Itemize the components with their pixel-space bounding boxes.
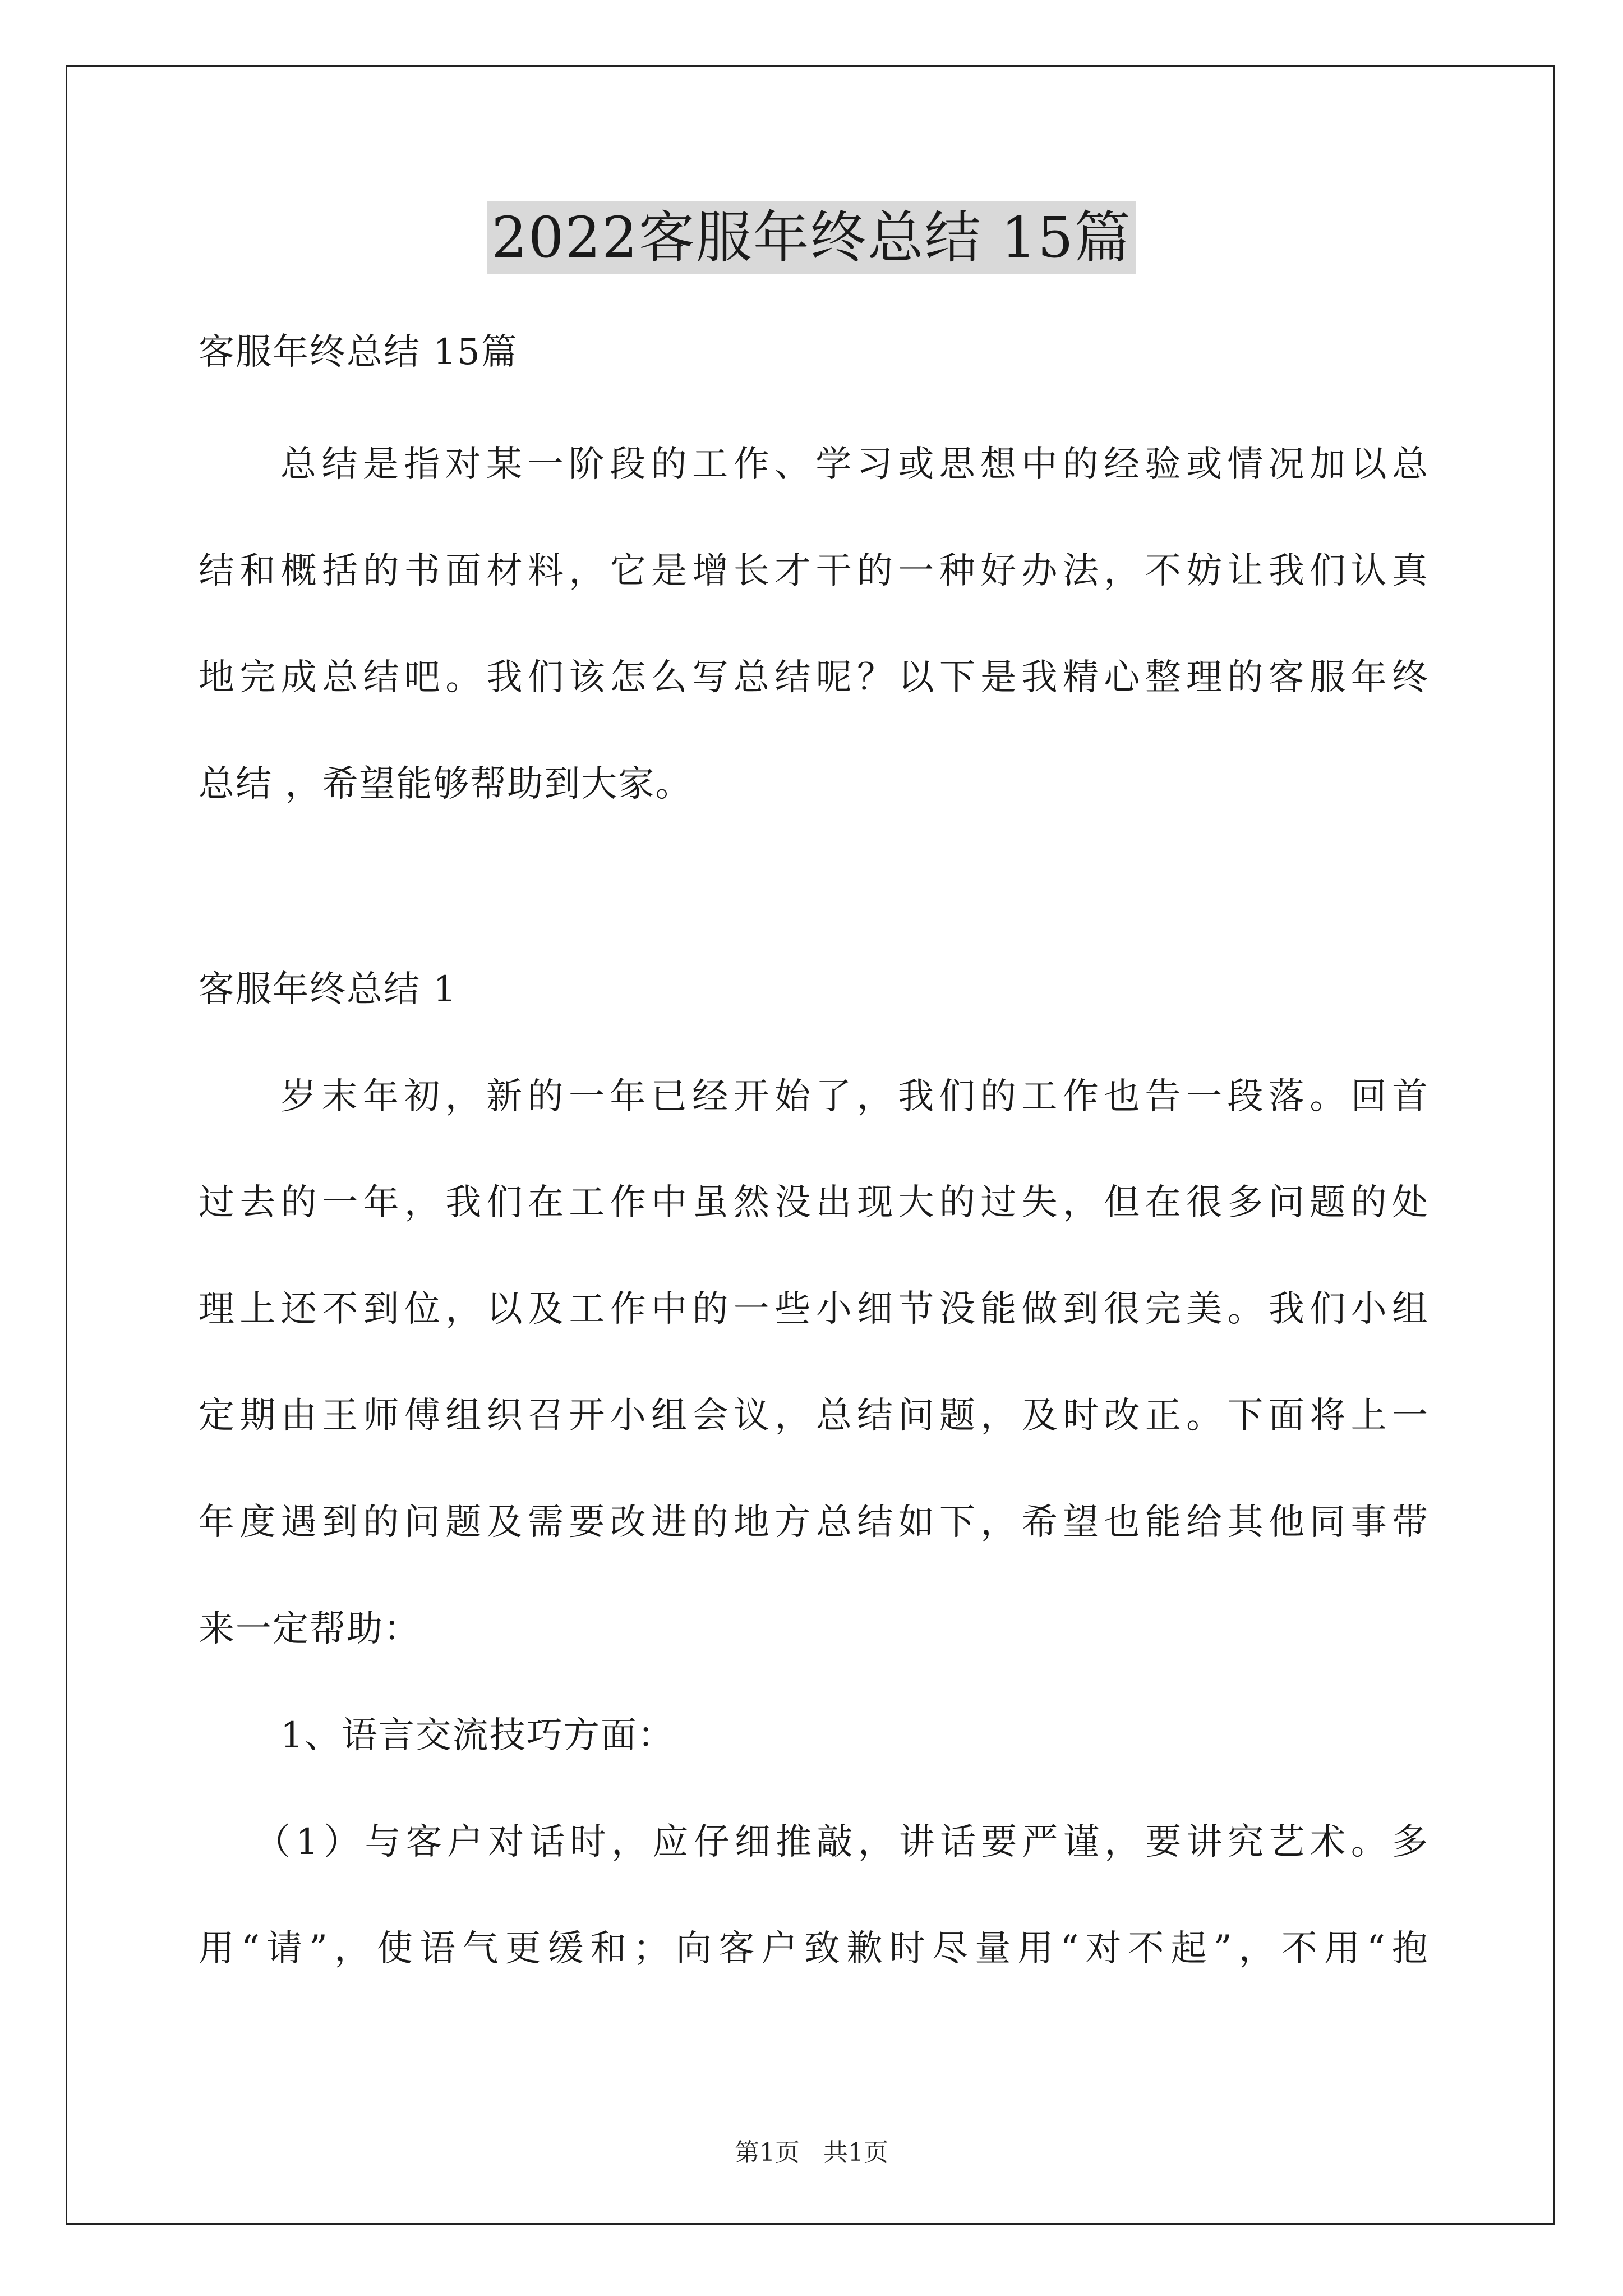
section-line: 理上还不到位，以及工作中的一些小细节没能做到很完美。我们小组 xyxy=(199,1289,1429,1330)
document-title-text: 2022客服年终总结 15篇 xyxy=(487,201,1136,274)
page-number: 第1页 xyxy=(735,2138,800,2167)
page-footer xyxy=(0,2136,1623,2170)
section-line: 来一定帮助： xyxy=(199,1608,421,1650)
intro-line: 地完成总结吧。我们该怎么写总结呢？以下是我精心整理的客服年终 xyxy=(199,657,1429,698)
page-border xyxy=(66,65,1555,2225)
section-heading: 客服年终总结 1 xyxy=(199,969,458,1010)
subtitle: 客服年终总结 15篇 xyxy=(199,332,518,373)
document-title xyxy=(0,199,1623,277)
intro-line: 总结 ，希望能够帮助到大家。 xyxy=(199,763,693,805)
item-line: 用“请”，使语气更缓和；向客户致歉时尽量用“对不起”，不用“抱 xyxy=(199,1928,1429,1970)
page-total: 共1页 xyxy=(823,2138,888,2167)
section-line: 岁末年初，新的一年已经开始了，我们的工作也告一段落。回首 xyxy=(280,1076,1429,1117)
section-line: 年度遇到的问题及需要改进的地方总结如下，希望也能给其他同事带 xyxy=(199,1502,1429,1543)
intro-line: 结和概括的书面材料，它是增长才干的一种好办法，不妨让我们认真 xyxy=(199,550,1429,592)
item-heading: 1、语言交流技巧方面： xyxy=(280,1715,675,1756)
section-line: 定期由王师傅组织召开小组会议，总结问题，及时改正。下面将上一 xyxy=(199,1395,1429,1437)
intro-line: 总结是指对某一阶段的工作、学习或思想中的经验或情况加以总 xyxy=(280,444,1429,485)
item-line: （1）与客户对话时，应仔细推敲，讲话要严谨，要讲究艺术。多 xyxy=(255,1821,1429,1863)
section-line: 过去的一年，我们在工作中虽然没出现大的过失，但在很多问题的处 xyxy=(199,1182,1429,1223)
